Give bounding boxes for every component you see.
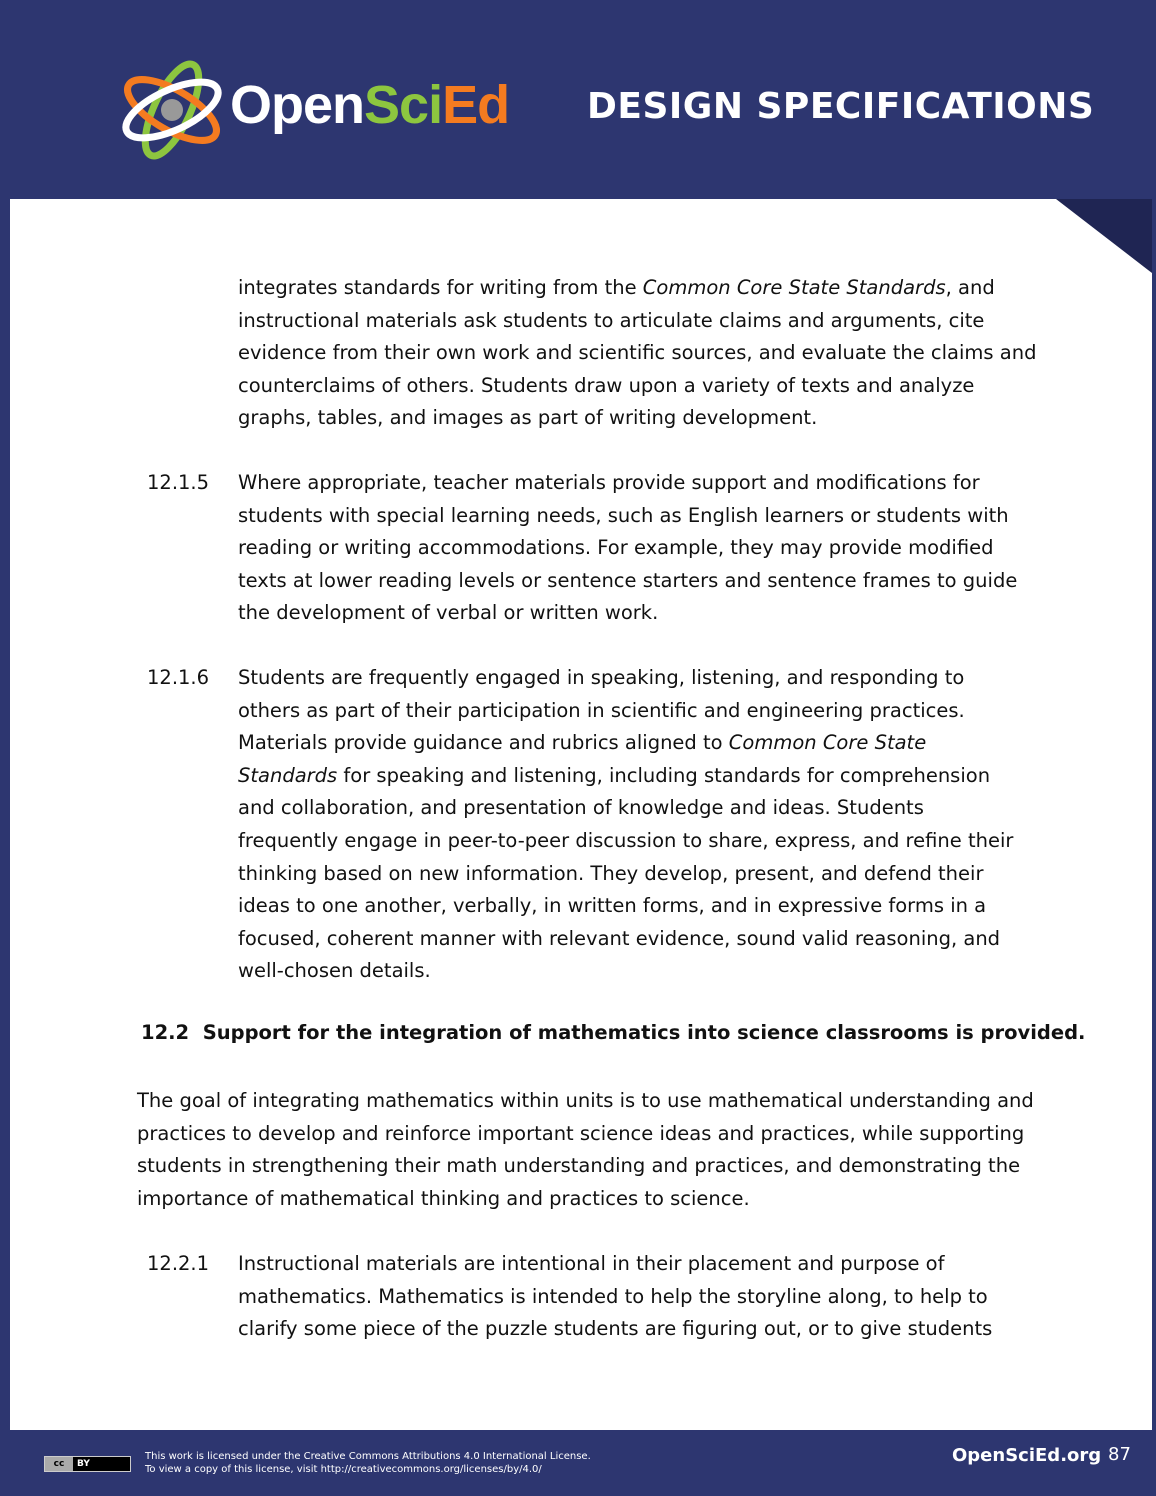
- by-icon: BY: [77, 1459, 90, 1469]
- header: [0, 0, 1156, 199]
- page-body: [10, 199, 1152, 1430]
- footer: [0, 1430, 1156, 1496]
- corner-fold: [1056, 199, 1152, 273]
- site-link[interactable]: OpenSciEd.org: [952, 1445, 1102, 1466]
- item-text: Instructional materials are intentional in their placement and purpose of mathematics. Mathematics is intended to help the storyline along, to help to clarify some piece of the puzzle students are figuring out, or to give students: [238, 1252, 993, 1341]
- logo-wordmark: OpenSciEd: [230, 75, 510, 135]
- license-link[interactable]: To view a copy of this license, visit http://creativecommons.org/licenses/by/4.0/: [145, 1464, 542, 1475]
- license-line: This work is licensed under the Creative Commons Attributions 4.0 International License.: [145, 1451, 591, 1462]
- item-number: 12.2.1: [147, 1252, 210, 1275]
- opensciied-logo: [120, 52, 510, 167]
- item-number: 12.1.6: [147, 666, 210, 689]
- page-number: 87: [1108, 1444, 1131, 1465]
- section-heading: 12.2 Support for the integration of mathematics into science classrooms is provided.: [141, 1021, 1086, 1044]
- license-text: [145, 1450, 591, 1476]
- item-number: 12.1.5: [147, 471, 210, 494]
- cc-by-license-badge[interactable]: [44, 1456, 131, 1472]
- cc-icon: cc: [45, 1457, 73, 1471]
- atom-icon: [120, 52, 230, 167]
- item-text: Students are frequently engaged in speaking, listening, and responding to others as part of their participation in scientific and engineering practices. Materials provide guidance and rubrics aligned to Common Core State Standards for speaking and listening, including standards for comprehension and collaboration, and presentation of knowledge and ideas. Students frequently engage in peer-to-peer discussion to share, express, and refine their thinking based on new information. They develop, present, and defend their ideas to one another, verbally, in written forms, and in expressive forms in a focused, coherent manner with relevant evidence, sound valid reasoning, and well-chosen details.: [238, 666, 1014, 983]
- item-text: Where appropriate, teacher materials provide support and modifications for students with special learning needs, such as English learners or students with reading or writing accommodations. For example, they may provide modified texts at lower reading levels or sentence starters and sentence frames to guide the development of verbal or written work.: [238, 471, 1018, 625]
- document-title: DESIGN SPECIFICATIONS: [587, 86, 1095, 127]
- section-paragraph: The goal of integrating mathematics within units is to use mathematical understanding and practices to develop and reinforce important science ideas and practices, while supporting students in strengthening their math understanding and practices, and demonstrating the importance of mathematical thinking and practices to science.: [137, 1089, 1034, 1210]
- continuation-paragraph: integrates standards for writing from the Common Core State Standards, and instructional materials ask students to articulate claims and arguments, cite evidence from their own work and scientific sources, and evaluate the claims and counterclaims of others. Students draw upon a variety of texts and analyze graphs, tables, and images as part of writing development.: [238, 276, 1037, 430]
